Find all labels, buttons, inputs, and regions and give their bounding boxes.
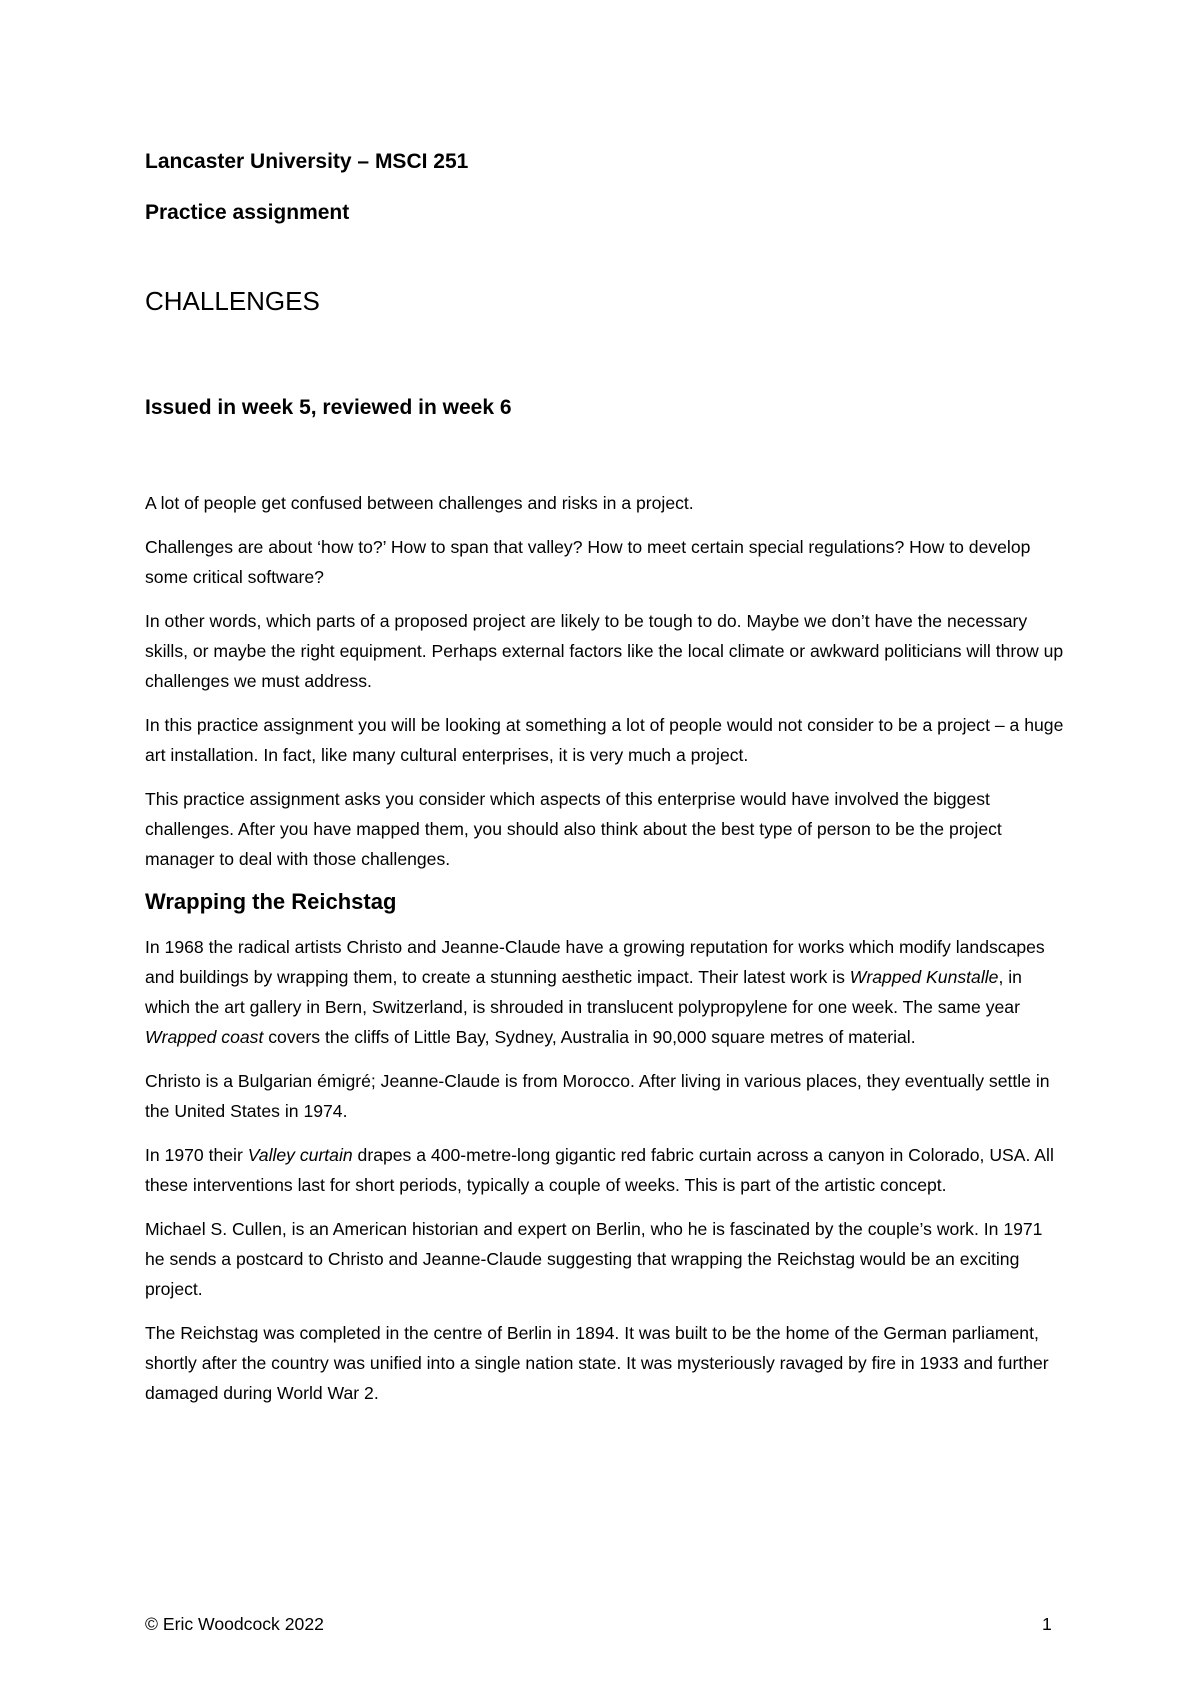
section-paragraph-3 xyxy=(145,1140,1065,1200)
course-title: Lancaster University – MSCI 251 xyxy=(145,150,469,173)
section-paragraph-1 xyxy=(145,932,1065,1052)
assignment-type: Practice assignment xyxy=(145,201,350,225)
section-p3-text-b: drapes a 400-metre-long gigantic red fabric curtain across a canyon in Colorado, USA. All these interventions last for short periods, typically a couple of weeks. This is part of the artistic concept. xyxy=(145,1145,1054,1196)
section-p1-text-c: covers the cliffs of Little Bay, Sydney, Australia in 90,000 square metres of material. xyxy=(263,1027,916,1048)
artwork-title-wrapped-coast: Wrapped coast xyxy=(145,1027,264,1048)
issued-subheading: Issued in week 5, reviewed in week 6 xyxy=(145,396,512,420)
topic-heading: CHALLENGES xyxy=(145,285,320,316)
footer-copyright: © Eric Woodcock 2022 xyxy=(145,1614,324,1634)
intro-paragraph-1: A lot of people get confused between challenges and risks in a project. xyxy=(145,492,694,513)
section-heading: Wrapping the Reichstag xyxy=(145,888,397,914)
intro-paragraph-4: In this practice assignment you will be looking at something a lot of people would not consider to be a project – a huge art installation. In fact, like many cultural enterprises, it is very much a project. xyxy=(145,714,1064,765)
intro-paragraph-3: In other words, which parts of a proposed project are likely to be tough to do. Maybe we don’t have the necessary skills, or maybe the right equipment. Perhaps external factors like the local climate or awkward politicians will throw up challenges we must address. xyxy=(145,610,1064,691)
section-p3-text-a: In 1970 their xyxy=(145,1145,248,1166)
section-p1-text-b: , in which the art gallery in Bern, Switzerland, is shrouded in translucent polypropylene for one week. The same year xyxy=(145,967,1022,1018)
section-paragraph-2: Christo is a Bulgarian émigré; Jeanne-Claude is from Morocco. After living in various places, they eventually settle in the United States in 1974. xyxy=(145,1071,1050,1122)
artwork-title-wrapped-kunstalle: Wrapped Kunstalle xyxy=(849,967,999,988)
intro-paragraph-5: This practice assignment asks you consider which aspects of this enterprise would have involved the biggest challenges. After you have mapped them, you should also think about the best type of person to be the project manager to deal with those challenges. xyxy=(145,788,1002,869)
artwork-title-valley-curtain: Valley curtain xyxy=(247,1145,353,1166)
section-paragraph-5: The Reichstag was completed in the centre of Berlin in 1894. It was built to be the home of the German parliament, shortly after the country was unified into a single nation state. It was mysteriously ravaged by fire in 1933 and further damaged during World War 2. xyxy=(145,1323,1049,1404)
section-p1-text-a: In 1968 the radical artists Christo and Jeanne-Claude have a growing reputation for works which modify landscapes and buildings by wrapping them, to create a stunning aesthetic impact. Their latest work is xyxy=(145,937,1045,988)
intro-paragraph-2: Challenges are about ‘how to?’ How to span that valley? How to meet certain special regulations? How to develop some critical software? xyxy=(145,536,1031,587)
document-body xyxy=(145,148,1065,1422)
footer-page-number: 1 xyxy=(1042,1614,1052,1634)
section-paragraph-4: Michael S. Cullen, is an American historian and expert on Berlin, who he is fascinated by the couple’s work. In 1971 he sends a postcard to Christo and Jeanne-Claude suggesting that wrapping the Reichstag would be an exciting project. xyxy=(145,1219,1043,1300)
